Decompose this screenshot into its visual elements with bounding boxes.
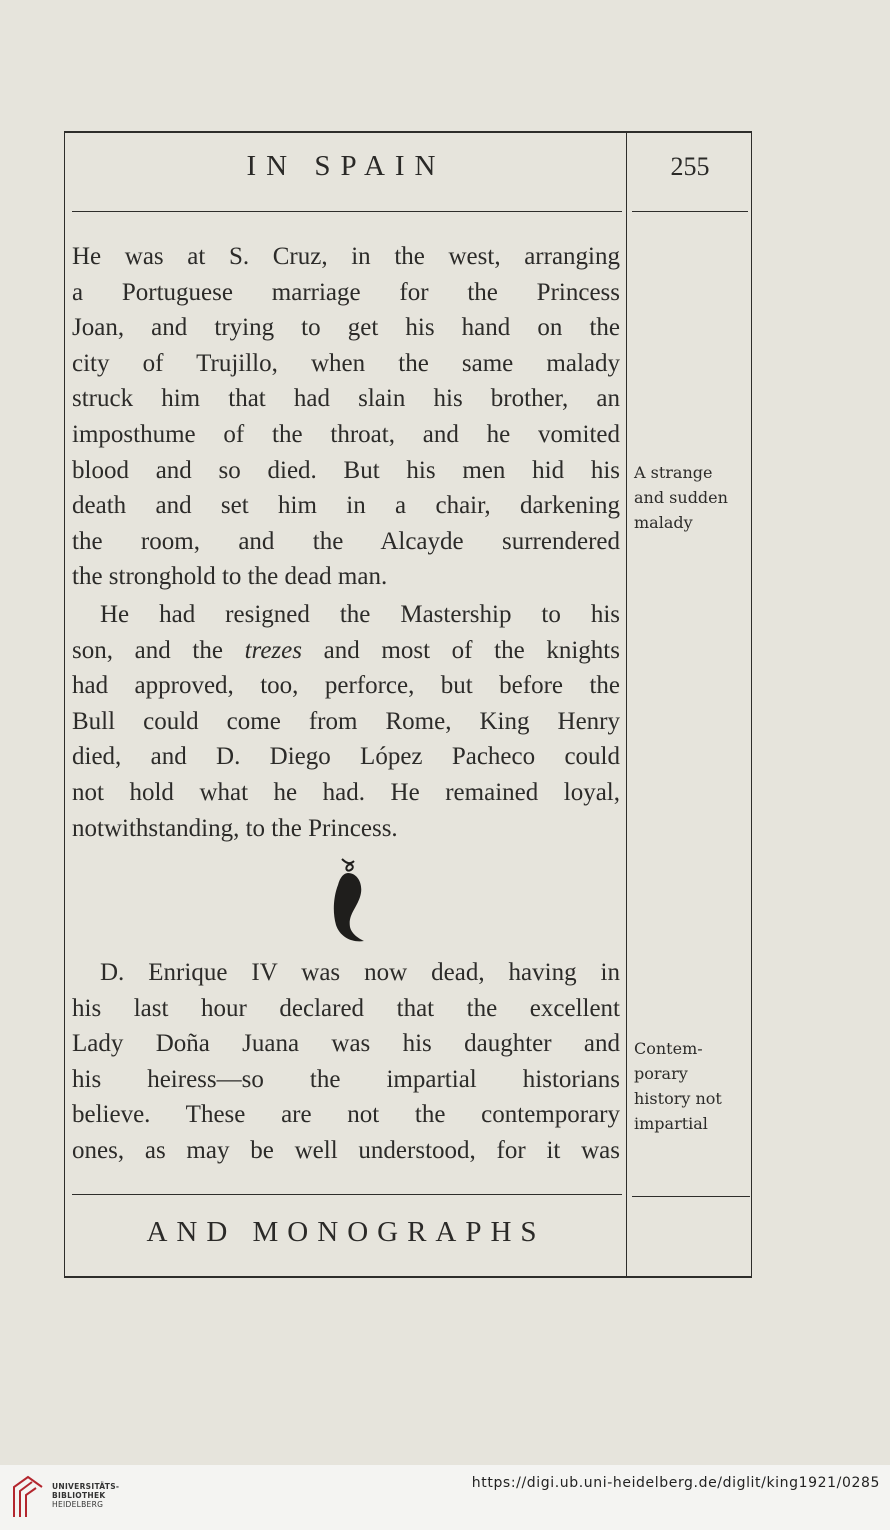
frame-top-rule bbox=[64, 131, 752, 133]
italic-term: trezes bbox=[244, 636, 302, 664]
header-rule-margin bbox=[632, 211, 748, 212]
paragraph-1 bbox=[72, 239, 620, 595]
margin-note-line: malady bbox=[634, 513, 693, 532]
text-line: blood and so died. But his men hid his bbox=[72, 456, 620, 484]
margin-note-line: and sudden bbox=[634, 488, 728, 507]
text-line bbox=[72, 633, 620, 669]
margin-note-line: history not bbox=[634, 1089, 722, 1108]
text-line: Joan, and trying to get his hand on the bbox=[72, 314, 620, 342]
text-line: D. Enrique IV was now dead, having in bbox=[100, 959, 620, 986]
text-line: Lady Doña Juana was his daughter and bbox=[72, 1030, 620, 1058]
library-name-line: HEIDELBERG bbox=[52, 1500, 104, 1509]
margin-note-line: impartial bbox=[634, 1114, 708, 1133]
library-name bbox=[52, 1482, 119, 1509]
source-url-link[interactable]: https://digi.ub.uni-heidelberg.de/diglit/king1921/0285 bbox=[471, 1475, 880, 1491]
digitization-footer bbox=[0, 1465, 890, 1530]
margin-note-1 bbox=[634, 460, 752, 535]
text-segment: son, and the bbox=[72, 636, 245, 664]
text-line: imposthume of the throat, and he vomited bbox=[72, 420, 620, 448]
text-line: struck him that had slain his brother, an bbox=[72, 385, 620, 413]
page-number: 255 bbox=[670, 152, 710, 181]
library-name-line: UNIVERSITÄTS- bbox=[52, 1482, 120, 1491]
text-line: not hold what he had. He remained loyal, bbox=[72, 778, 620, 806]
pomegranate-ornament-icon bbox=[328, 857, 368, 943]
paragraph-2 bbox=[72, 597, 620, 846]
margin-note-line: porary bbox=[634, 1064, 688, 1083]
frame-column-divider bbox=[626, 131, 627, 1277]
text-line: the room, and the Alcayde surrendered bbox=[72, 527, 620, 555]
text-line: Bull could come from Rome, King Henry bbox=[72, 707, 620, 735]
footer-rule-margin bbox=[632, 1196, 750, 1197]
frame-bottom-rule bbox=[64, 1276, 752, 1278]
header-rule bbox=[72, 211, 622, 212]
margin-note-line: A strange bbox=[634, 463, 713, 482]
margin-note-line: Contem- bbox=[634, 1039, 703, 1058]
library-logo-icon[interactable] bbox=[10, 1473, 46, 1521]
text-line: his last hour declared that the excellent bbox=[72, 994, 620, 1022]
frame-left-rule bbox=[64, 131, 65, 1277]
text-line: ones, as may be well understood, for it was bbox=[72, 1136, 620, 1164]
text-segment: and most of the knights bbox=[302, 636, 620, 664]
text-line: notwithstanding, to the Princess. bbox=[72, 814, 398, 842]
text-line: believe. These are not the contemporary bbox=[72, 1101, 620, 1129]
text-line: city of Trujillo, when the same malady bbox=[72, 349, 620, 377]
footer-title: AND MONOGRAPHS bbox=[146, 1216, 546, 1248]
text-line: the stronghold to the dead man. bbox=[72, 563, 388, 591]
text-line: died, and D. Diego López Pacheco could bbox=[72, 743, 620, 771]
paragraph-3 bbox=[72, 955, 620, 1169]
text-line: death and set him in a chair, darkening bbox=[72, 492, 620, 520]
text-line: He was at S. Cruz, in the west, arranging bbox=[72, 243, 620, 270]
text-line: had approved, too, perforce, but before the bbox=[72, 672, 620, 700]
text-line: He had resigned the Mastership to his bbox=[100, 601, 620, 628]
footer-rule bbox=[72, 1194, 622, 1195]
running-head: IN SPAIN bbox=[246, 150, 446, 182]
library-name-line: BIBLIOTHEK bbox=[52, 1491, 106, 1500]
margin-note-2 bbox=[634, 1036, 752, 1136]
text-line: his heiress—so the impartial historians bbox=[72, 1065, 620, 1093]
text-line: a Portuguese marriage for the Princess bbox=[72, 278, 620, 306]
